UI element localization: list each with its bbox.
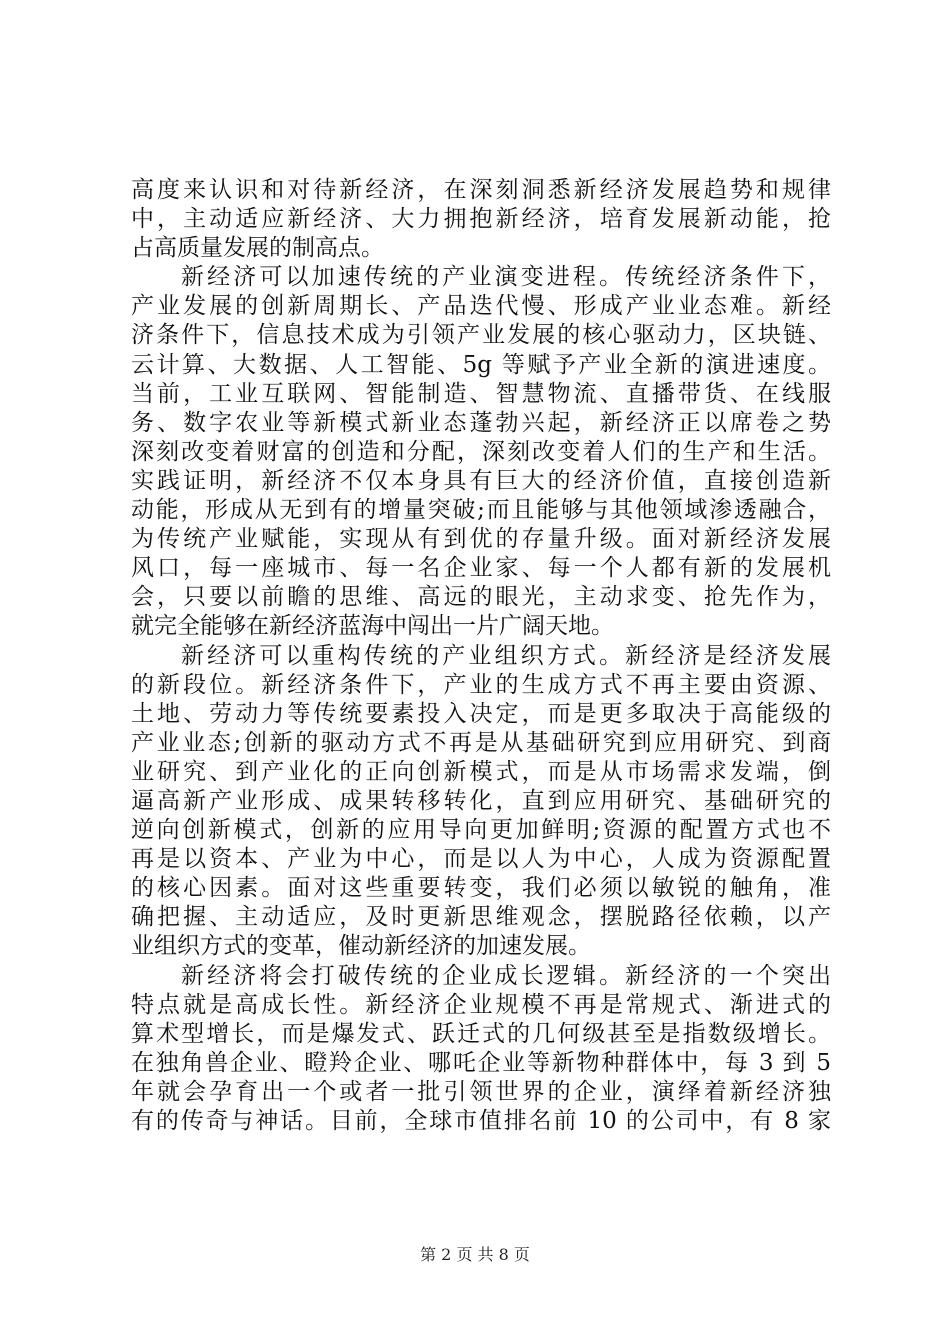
page-footer xyxy=(0,1245,950,1265)
text-line: 会，只要以前瞻的思维、高远的眼光，主动求变、抢先作为， xyxy=(131,584,831,611)
text-line: 的核心因素。面对这些重要转变，我们必须以敏锐的触角，准 xyxy=(131,875,831,902)
text-line: 有的传奇与神话。目前，全球市值排名前 10 的公司中，有 8 家 xyxy=(131,1108,831,1134)
text-line: 确把握、主动适应，及时更新思维观念，摆脱路径依赖，以产 xyxy=(131,904,831,931)
text-line: 特点就是高成长性。新经济企业规模不再是常规式、渐进式的 xyxy=(131,991,831,1018)
text-line: 新经济将会打破传统的企业成长逻辑。新经济的一个突出 xyxy=(181,962,831,989)
text-line: 占高质量发展的制高点。 xyxy=(131,235,384,262)
text-line: 当前，工业互联网、智能制造、智慧物流、直播带货、在线服 xyxy=(131,380,831,407)
text-line: 在独角兽企业、瞪羚企业、哪吒企业等新物种群体中，每 3 到 5 xyxy=(131,1049,831,1076)
document-body xyxy=(131,176,831,1136)
text-line: 新经济可以重构传统的产业组织方式。新经济是经济发展 xyxy=(181,642,831,669)
text-line: 业研究、到产业化的正向创新模式，而是从市场需求发端，倒 xyxy=(131,758,831,785)
text-line: 高度来认识和对待新经济，在深刻洞悉新经济发展趋势和规律 xyxy=(131,177,831,203)
text-line: 务、数字农业等新模式新业态蓬勃兴起，新经济正以席卷之势 xyxy=(131,409,831,436)
text-line: 产业发展的创新周期长、产品迭代慢、形成产业业态难。新经 xyxy=(131,293,831,320)
text-line: 的新段位。新经济条件下，产业的生成方式不再主要由资源、 xyxy=(131,671,831,698)
text-line: 土地、劳动力等传统要素投入决定，而是更多取决于高能级的 xyxy=(131,700,831,727)
text-line: 就完全能够在新经济蓝海中闯出一片广阔天地。 xyxy=(131,613,614,640)
text-line: 实践证明，新经济不仅本身具有巨大的经济价值，直接创造新 xyxy=(131,467,831,494)
page-number-label: 第 2 页 共 8 页 xyxy=(420,1245,530,1264)
text-line: 中，主动适应新经济、大力拥抱新经济，培育发展新动能，抢 xyxy=(131,206,831,233)
text-line: 风口，每一座城市、每一名企业家、每一个人都有新的发展机 xyxy=(131,555,831,582)
text-line: 产业业态;创新的驱动方式不再是从基础研究到应用研究、到商 xyxy=(131,729,831,756)
text-line: 深刻改变着财富的创造和分配，深刻改变着人们的生产和生活。 xyxy=(131,438,831,465)
text-line: 算术型增长，而是爆发式、跃迁式的几何级甚至是指数级增长。 xyxy=(131,1020,831,1047)
text-line: 济条件下，信息技术成为引领产业发展的核心驱动力，区块链、 xyxy=(131,322,831,349)
text-line: 动能，形成从无到有的增量突破;而且能够与其他领域渗透融合， xyxy=(131,497,831,524)
text-line: 业组织方式的变革，催动新经济的加速发展。 xyxy=(131,933,591,960)
text-line: 为传统产业赋能，实现从有到优的存量升级。面对新经济发展 xyxy=(131,526,831,553)
text-line: 逼高新产业形成、成果转移转化，直到应用研究、基础研究的 xyxy=(131,787,831,814)
text-line: 逆向创新模式，创新的应用导向更加鲜明;资源的配置方式也不 xyxy=(131,817,831,844)
text-line: 新经济可以加速传统的产业演变进程。传统经济条件下， xyxy=(181,264,831,291)
text-line: 再是以资本、产业为中心，而是以人为中心，人成为资源配置 xyxy=(131,846,831,873)
text-line: 云计算、大数据、人工智能、5g 等赋予产业全新的演进速度。 xyxy=(131,351,831,378)
text-line: 年就会孕育出一个或者一批引领世界的企业，演绎着新经济独 xyxy=(131,1078,831,1105)
